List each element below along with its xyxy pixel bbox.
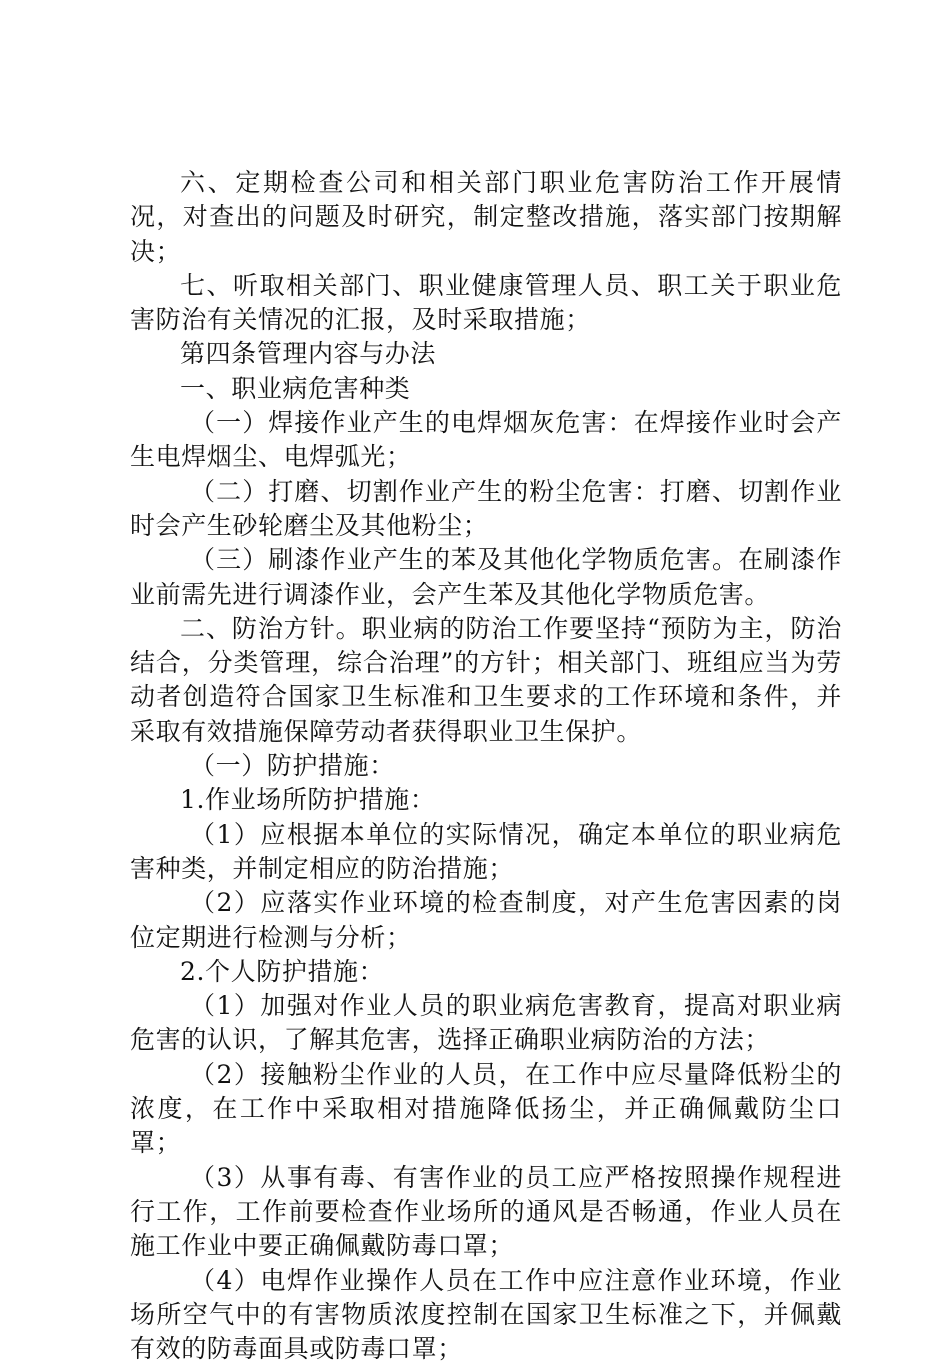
paragraph-workplace-measure-2: （2）应落实作业环境的检查制度，对产生危害因素的岗位定期进行检测与分析； bbox=[130, 886, 842, 955]
paragraph-painting-hazard: （三）刷漆作业产生的苯及其他化学物质危害。在刷漆作业前需先进行调漆作业，会产生苯及其他化学物质危害。 bbox=[130, 543, 842, 612]
subheading-protective-measures: （一）防护措施： bbox=[130, 749, 842, 783]
paragraph-welding-hazard: （一）焊接作业产生的电焊烟灰危害：在焊接作业时会产生电焊烟尘、电焊弧光； bbox=[130, 406, 842, 475]
document-body bbox=[130, 166, 842, 1366]
article-four-heading: 第四条管理内容与办法 bbox=[130, 337, 842, 371]
paragraph-personal-measure-4: （4）电焊作业操作人员在工作中应注意作业环境，作业场所空气中的有害物质浓度控制在国家卫生标准之下，并佩戴有效的防毒面具或防毒口罩； bbox=[130, 1264, 842, 1366]
paragraph-personal-measure-3: （3）从事有毒、有害作业的员工应严格按照操作规程进行工作，工作前要检查作业场所的通风是否畅通，作业人员在施工作业中要正确佩戴防毒口罩； bbox=[130, 1161, 842, 1264]
paragraph-item-six: 六、定期检查公司和相关部门职业危害防治工作开展情况，对查出的问题及时研究，制定整改措施，落实部门按期解决； bbox=[130, 166, 842, 269]
paragraph-personal-measure-1: （1）加强对作业人员的职业病危害教育，提高对职业病危害的认识，了解其危害，选择正确职业病防治的方法； bbox=[130, 989, 842, 1058]
paragraph-grinding-hazard: （二）打磨、切割作业产生的粉尘危害：打磨、切割作业时会产生砂轮磨尘及其他粉尘； bbox=[130, 475, 842, 544]
paragraph-prevention-policy: 二、防治方针。职业病的防治工作要坚持“预防为主，防治结合，分类管理，综合治理”的方针；相关部门、班组应当为劳动者创造符合国家卫生标准和卫生要求的工作环境和条件，并采取有效措施保障劳动者获得职业卫生保护。 bbox=[130, 612, 842, 749]
paragraph-item-seven: 七、听取相关部门、职业健康管理人员、职工关于职业危害防治有关情况的汇报，及时采取措施； bbox=[130, 269, 842, 338]
paragraph-workplace-measure-1: （1）应根据本单位的实际情况，确定本单位的职业病危害种类，并制定相应的防治措施； bbox=[130, 818, 842, 887]
section-heading-hazard-types: 一、职业病危害种类 bbox=[130, 372, 842, 406]
subheading-workplace-measures: 1.作业场所防护措施： bbox=[130, 783, 842, 817]
subheading-personal-measures: 2.个人防护措施： bbox=[130, 955, 842, 989]
paragraph-personal-measure-2: （2）接触粉尘作业的人员，在工作中应尽量降低粉尘的浓度，在工作中采取相对措施降低扬尘，并正确佩戴防尘口罩； bbox=[130, 1058, 842, 1161]
